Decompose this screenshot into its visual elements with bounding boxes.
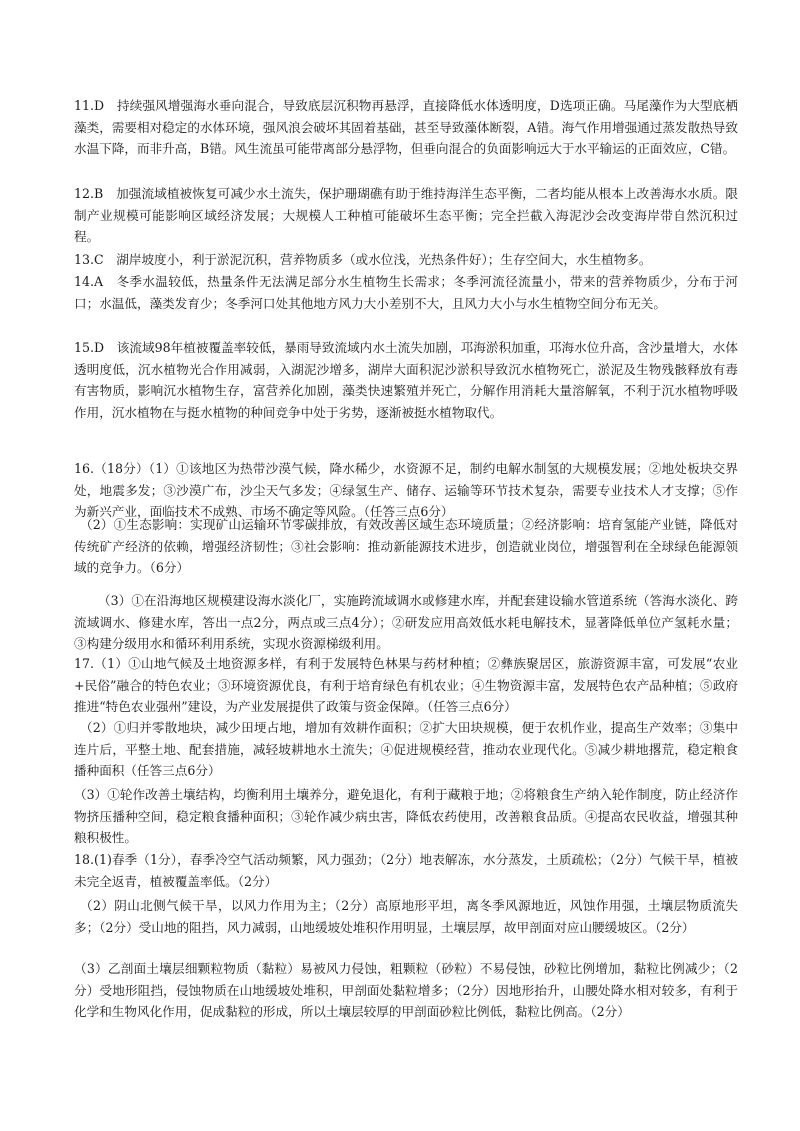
answer-17-part-1: 17.（1）①山地气候及土地资源多样，有利于发展特色林果与药材种植；②彝族聚居区，旅游资源丰富，可发展“农业+民俗”融合的特色农业；③环境资源优良，有利于培育绿色有机农业；④生物资源丰富，发展特色农产品种植；⑤政府推进“特色农业强州”建设，为产业发展提供了政策与资金保障。（任答三点6分） [74, 656, 738, 715]
answer-12: 12.B 加强流域植被恢复可减少水土流失，保护珊瑚礁有助于维持海洋生态平衡，二者均能从根本上改善海水水质。限制产业规模可能影响区域经济发展；大规模人工种植可能破坏生态平衡；完全拦截入海泥沙会改变海岸带自然沉积过程。 [74, 186, 738, 245]
answer-17-part-3: （3）①轮作改善土壤结构，均衡利用土壤养分，避免退化，有利于藏粮于地；②将粮食生产纳入轮作制度，防止经济作物挤压播种空间，稳定粮食播种面积；③轮作减少病虫害，降低农药使用，改善粮食品质。④提高农民收益，增强其种粮积极性。 [74, 787, 738, 846]
answer-11: 11.D 持续强风增强海水垂向混合，导致底层沉积物再悬浮，直接降低水体透明度，D选项正确。马尾藻作为大型底栖藻类，需要相对稳定的水体环境，强风浪会破坏其固着基础，甚至导致藻体断裂，A错。海气作用增强通过蒸发散热导致水温下降，而非升高，B错。风生流虽可能带离部分悬浮物，但垂向混合的负面影响远大于水平输运的正面效应，C错。 [74, 98, 738, 157]
answer-17-part-2: （2）①归并零散地块，减少田埂占地，增加有效耕作面积；②扩大田块规模，便于农机作业，提高生产效率；③集中连片后，平整土地、配套措施，减轻坡耕地水土流失；④促进规模经营，推动农业现代化。⑤减少耕地撂荒，稳定粮食播种面积（任答三点6分） [74, 720, 738, 779]
answer-18-part-1: 18.(1)春季（1分），春季冷空气活动频繁，风力强劲；（2分）地表解冻，水分蒸发，土质疏松；（2分）气候干旱，植被未完全返青，植被覆盖率低。（2分） [74, 852, 738, 889]
answer-14: 14.A 冬季水温较低，热量条件无法满足部分水生植物生长需求；冬季河流径流量小，带来的营养物质少，分布于河口；水温低，藻类发育少；冬季河口处其他地方风力大小差别不大，且风力大小与水生植物空间分布无关。 [74, 274, 738, 311]
answer-15: 15.D 该流域98年植被覆盖率较低，暴雨导致流域内水土流失加剧，邛海淤积加重，邛海水位升高，含沙量增大，水体透明度低，沉水植物光合作用减弱，入湖泥沙增多，湖岸大面积泥沙淤积导致沉水植物死亡，淤泥及生物残骸释放有毒有害物质，影响沉水植物生存，富营养化加剧，藻类快速繁殖并死亡，分解作用消耗大量溶解氧，不利于沉水植物呼吸作用，沉水植物在与挺水植物的种间竞争中处于劣势，逐渐被挺水植物取代。 [74, 340, 738, 420]
answer-16-part-3: （3）①在沿海地区规模建设海水淡化厂，实施跨流域调水或修建水库，并配套建设输水管道系统（答海水淡化、跨流域调水、修建水库，答出一点2分，两点或三点4分）；②研发应用高效低水耗电解技术，显著降低单位产氢耗水量；③构建分级用水和循环利用系统，实现水资源梯级利用。 [74, 593, 738, 652]
answer-16-part-2: （2）①生态影响：实现矿山运输环节零碳排放，有效改善区域生态环境质量；②经济影响：培育氢能产业链，降低对传统矿产经济的依赖，增强经济韧性；③社会影响：推动新能源技术进步，创造就业岗位，增强智利在全球绿色能源领域的竞争力。（6分） [74, 517, 738, 576]
answer-16-part-1: 16.（18分）（1）①该地区为热带沙漠气候，降水稀少，水资源不足，制约电解水制氢的大规模发展；②地处板块交界处，地震多发；③沙漠广布，沙尘天气多发；④绿氢生产、储存、运输等环节技术复杂，需要专业技术人才支撑；⑤作为新兴产业，面临技术不成熟、市场不确定等风险。（任答三点6分） [74, 461, 738, 520]
answer-18-part-2: （2）阴山北侧气候干旱，以风力作用为主；（2分）高原地形平坦，离冬季风源地近，风蚀作用强，土壤层物质流失多；（2分）受山地的阻挡，风力减弱，山地缓坡处堆积作用明显，土壤层厚，故甲剖面对应山腰缓坡区。（2分） [74, 898, 738, 935]
answer-18-part-3: （3）乙剖面土壤层细颗粒物质（黏粒）易被风力侵蚀，粗颗粒（砂粒）不易侵蚀，砂粒比例增加，黏粒比例减少；（2分）受地形阻挡，侵蚀物质在山地缓坡处堆积，甲剖面处黏粒增多；（2分）因地形抬升，山腰处降水相对较多，有利于化学和生物风化作用，促成黏粒的形成，所以土壤层较厚的甲剖面砂粒比例低，黏粒比例高。（2分） [74, 961, 738, 1020]
answer-13: 13.C 湖岸坡度小，利于淤泥沉积，营养物质多（或水位浅，光热条件好）；生存空间大，水生植物多。 [74, 252, 652, 267]
